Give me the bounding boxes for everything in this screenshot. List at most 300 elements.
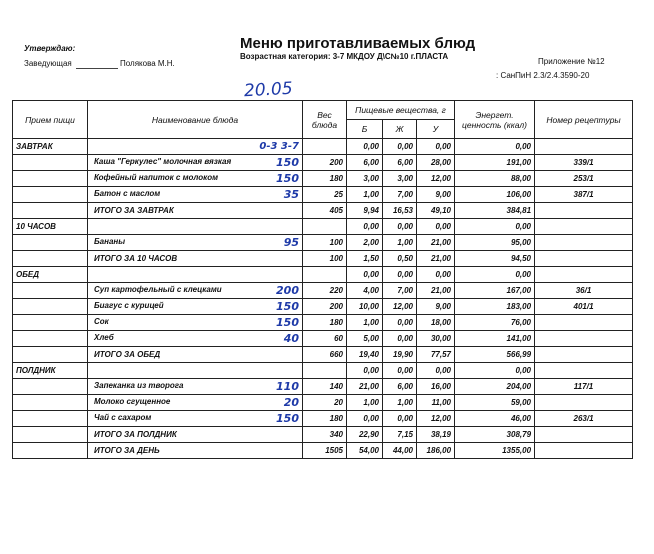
zh-text: 3,00	[397, 174, 413, 183]
cell-energy	[455, 411, 535, 427]
cell-u	[417, 155, 455, 171]
u-text: 0,00	[435, 366, 452, 375]
cell-zh	[383, 427, 417, 443]
energy-text: 106,00	[506, 190, 532, 199]
cell-name	[88, 379, 303, 395]
weight-text: 180	[329, 318, 343, 327]
section-row	[13, 219, 633, 235]
weight-text: 340	[329, 430, 343, 439]
energy-text: 76,00	[510, 318, 532, 327]
b-text: 10,00	[358, 302, 379, 311]
u-text: 21,00	[430, 238, 452, 247]
energy-text: 167,00	[506, 286, 532, 295]
handwritten-portion: 150	[276, 315, 299, 329]
cell-energy	[455, 331, 535, 347]
cell-recipe	[535, 155, 633, 171]
b-text: 1,00	[363, 318, 379, 327]
weight-text: 1505	[325, 446, 343, 455]
energy-text: 1355,00	[502, 446, 532, 455]
cell-energy	[455, 187, 535, 203]
cell-energy	[455, 235, 535, 251]
col-weight: Вес блюда	[303, 101, 347, 139]
cell-weight	[303, 235, 347, 251]
cell-recipe	[535, 203, 633, 219]
u-text: 12,00	[430, 414, 452, 423]
zh-text: 0,00	[397, 334, 413, 343]
cell-b	[347, 395, 383, 411]
cell-u	[417, 299, 455, 315]
cell-u	[417, 347, 455, 363]
cell-recipe	[535, 363, 633, 379]
cell-energy	[455, 219, 535, 235]
u-text: 9,00	[435, 302, 452, 311]
b-text: 3,00	[363, 174, 379, 183]
zh-text: 16,53	[392, 206, 413, 215]
age-category: Возрастная категория: 3-7 МКДОУ Д\С№10 г.ПЛАСТА	[240, 52, 449, 61]
cell-weight	[303, 155, 347, 171]
cell-weight	[303, 251, 347, 267]
cell-name	[88, 187, 303, 203]
zh-text: 1,00	[397, 398, 413, 407]
zh-text: 19,90	[392, 350, 413, 359]
b-text: 0,00	[363, 270, 379, 279]
weight-text: 60	[334, 334, 343, 343]
zh-text: 7,00	[397, 190, 413, 199]
cell-meal	[13, 363, 88, 379]
cell-recipe	[535, 379, 633, 395]
cell-recipe	[535, 139, 633, 155]
energy-text: 384,81	[506, 206, 532, 215]
cell-b	[347, 219, 383, 235]
u-text: 11,00	[431, 398, 452, 407]
weight-text: 180	[329, 174, 343, 183]
cell-name	[88, 299, 303, 315]
cell-energy	[455, 155, 535, 171]
cell-zh	[383, 347, 417, 363]
zh-text: 6,00	[397, 382, 413, 391]
handwritten-date: 20.05	[243, 78, 294, 102]
weight-text: 220	[329, 286, 343, 295]
cell-recipe	[535, 315, 633, 331]
cell-recipe	[535, 283, 633, 299]
col-u: У	[417, 120, 455, 139]
cell-meal	[13, 155, 88, 171]
appendix-label: Приложение №12	[538, 57, 605, 66]
section-row	[13, 139, 633, 155]
cell-energy	[455, 267, 535, 283]
cell-name	[88, 395, 303, 411]
cell-weight	[303, 443, 347, 459]
cell-energy	[455, 379, 535, 395]
b-text: 1,50	[363, 254, 379, 263]
handwritten-portion: 35	[283, 187, 299, 201]
name-text: ИТОГО ЗА ПОЛДНИК	[94, 430, 177, 439]
cell-u	[417, 443, 455, 459]
cell-meal	[13, 187, 88, 203]
cell-weight	[303, 219, 347, 235]
menu-body	[13, 139, 633, 459]
weight-text: 405	[329, 206, 343, 215]
cell-b	[347, 315, 383, 331]
cell-zh	[383, 379, 417, 395]
cell-b	[347, 187, 383, 203]
recipe-text: 117/1	[573, 382, 594, 391]
cell-zh	[383, 219, 417, 235]
dish-row	[13, 411, 633, 427]
dish-row	[13, 299, 633, 315]
dish-row	[13, 155, 633, 171]
cell-energy	[455, 363, 535, 379]
cell-u	[417, 283, 455, 299]
u-text: 0,00	[435, 142, 452, 151]
name-text: ИТОГО ЗА ОБЕД	[94, 350, 161, 359]
cell-energy	[455, 251, 535, 267]
cell-b	[347, 363, 383, 379]
name-text: Батон с маслом	[94, 188, 161, 198]
name-text: Кофейный напиток с молоком	[94, 172, 219, 182]
name-text: ИТОГО ЗА 10 ЧАСОВ	[94, 254, 178, 263]
name-text: Молоко сгущенное	[94, 396, 171, 406]
cell-weight	[303, 187, 347, 203]
cell-u	[417, 139, 455, 155]
dish-row	[13, 395, 633, 411]
cell-meal	[13, 219, 88, 235]
zh-text: 0,00	[397, 270, 413, 279]
cell-energy	[455, 443, 535, 459]
name-text: Чай с сахаром	[94, 412, 152, 422]
cell-energy	[455, 427, 535, 443]
cell-weight	[303, 315, 347, 331]
meal-text: 10 ЧАСОВ	[16, 222, 56, 231]
u-text: 49,10	[430, 206, 452, 215]
weight-text: 100	[329, 238, 343, 247]
total-row	[13, 251, 633, 267]
name-text: Бананы	[94, 236, 126, 246]
head-name: Полякова М.Н.	[120, 59, 175, 68]
signature-line	[76, 68, 118, 69]
handwritten-portion: 110	[276, 379, 299, 393]
zh-text: 6,00	[397, 158, 413, 167]
u-text: 30,00	[430, 334, 452, 343]
energy-text: 191,00	[506, 158, 532, 167]
cell-u	[417, 171, 455, 187]
handwritten-age-note: 0-3 3-7	[259, 140, 299, 152]
cell-energy	[455, 139, 535, 155]
cell-name	[88, 267, 303, 283]
cell-b	[347, 379, 383, 395]
cell-name	[88, 219, 303, 235]
cell-zh	[383, 363, 417, 379]
weight-text: 200	[329, 302, 343, 311]
cell-b	[347, 299, 383, 315]
section-row	[13, 363, 633, 379]
name-text: ИТОГО ЗА ЗАВТРАК	[94, 206, 174, 215]
cell-recipe	[535, 251, 633, 267]
zh-text: 0,00	[397, 142, 413, 151]
head-label: Заведующая	[24, 59, 72, 68]
cell-name	[88, 443, 303, 459]
recipe-text: 401/1	[573, 302, 594, 311]
weight-text: 100	[329, 254, 343, 263]
cell-name	[88, 427, 303, 443]
cell-weight	[303, 203, 347, 219]
recipe-text: 36/1	[575, 286, 592, 295]
name-text: Сок	[94, 316, 109, 326]
cell-b	[347, 171, 383, 187]
energy-text: 0,00	[515, 270, 532, 279]
handwritten-portion: 40	[283, 331, 299, 345]
total-row	[13, 427, 633, 443]
sanpin-label: : СанПиН 2.3/2.4.3590-20	[496, 71, 590, 80]
cell-u	[417, 315, 455, 331]
name-text: Запеканка из творога	[94, 380, 184, 390]
energy-text: 46,00	[510, 414, 532, 423]
cell-b	[347, 411, 383, 427]
cell-b	[347, 251, 383, 267]
b-text: 0,00	[363, 142, 379, 151]
cell-meal	[13, 171, 88, 187]
recipe-text: 253/1	[573, 174, 594, 183]
cell-weight	[303, 347, 347, 363]
cell-meal	[13, 411, 88, 427]
cell-meal	[13, 315, 88, 331]
zh-text: 7,15	[397, 430, 413, 439]
handwritten-portion: 200	[276, 283, 299, 297]
energy-text: 0,00	[515, 366, 532, 375]
cell-meal	[13, 379, 88, 395]
zh-text: 0,00	[397, 366, 413, 375]
weight-text: 180	[329, 414, 343, 423]
zh-text: 7,00	[397, 286, 413, 295]
energy-text: 95,00	[510, 238, 532, 247]
cell-u	[417, 251, 455, 267]
cell-recipe	[535, 235, 633, 251]
dish-row	[13, 331, 633, 347]
b-text: 0,00	[363, 414, 379, 423]
cell-name	[88, 315, 303, 331]
cell-meal	[13, 283, 88, 299]
cell-recipe	[535, 331, 633, 347]
dish-row	[13, 187, 633, 203]
handwritten-portion: 150	[276, 299, 299, 313]
approve-label: Утверждаю:	[24, 44, 76, 53]
cell-weight	[303, 171, 347, 187]
u-text: 21,00	[430, 254, 452, 263]
cell-meal	[13, 395, 88, 411]
weight-text: 140	[329, 382, 343, 391]
cell-weight	[303, 139, 347, 155]
cell-energy	[455, 347, 535, 363]
u-text: 12,00	[430, 174, 452, 183]
col-dish: Наименование блюда	[88, 101, 303, 139]
col-energy: Энергет. ценность (ккал)	[455, 101, 535, 139]
cell-energy	[455, 315, 535, 331]
zh-text: 12,00	[392, 302, 413, 311]
weight-text: 200	[329, 158, 343, 167]
cell-recipe	[535, 347, 633, 363]
zh-text: 44,00	[392, 446, 413, 455]
cell-weight	[303, 331, 347, 347]
cell-weight	[303, 395, 347, 411]
b-text: 54,00	[358, 446, 379, 455]
cell-recipe	[535, 171, 633, 187]
cell-name	[88, 283, 303, 299]
cell-recipe	[535, 427, 633, 443]
b-text: 9,94	[363, 206, 379, 215]
zh-text: 0,00	[397, 318, 413, 327]
energy-text: 141,00	[506, 334, 532, 343]
name-text: Хлеб	[94, 332, 114, 342]
dish-row	[13, 235, 633, 251]
cell-b	[347, 203, 383, 219]
cell-energy	[455, 395, 535, 411]
cell-energy	[455, 283, 535, 299]
handwritten-portion: 95	[283, 235, 299, 249]
cell-u	[417, 235, 455, 251]
cell-b	[347, 139, 383, 155]
b-text: 1,00	[363, 398, 379, 407]
cell-name	[88, 235, 303, 251]
table-header-row	[13, 101, 633, 120]
dish-row	[13, 171, 633, 187]
cell-b	[347, 331, 383, 347]
cell-zh	[383, 299, 417, 315]
cell-weight	[303, 283, 347, 299]
meal-text: ПОЛДНИК	[16, 366, 56, 375]
cell-zh	[383, 187, 417, 203]
cell-u	[417, 219, 455, 235]
zh-text: 1,00	[397, 238, 413, 247]
dish-row	[13, 315, 633, 331]
energy-text: 308,79	[506, 430, 532, 439]
cell-u	[417, 187, 455, 203]
energy-text: 0,00	[515, 222, 532, 231]
cell-meal	[13, 347, 88, 363]
section-row	[13, 267, 633, 283]
u-text: 21,00	[430, 286, 452, 295]
energy-text: 59,00	[510, 398, 532, 407]
zh-text: 0,00	[397, 414, 413, 423]
cell-meal	[13, 299, 88, 315]
energy-text: 566,99	[506, 350, 532, 359]
menu-table	[12, 100, 633, 459]
col-zh: Ж	[383, 120, 417, 139]
cell-name	[88, 155, 303, 171]
cell-energy	[455, 171, 535, 187]
cell-name	[88, 203, 303, 219]
cell-u	[417, 203, 455, 219]
col-recipe: Номер рецептуры	[535, 101, 633, 139]
b-text: 22,90	[358, 430, 379, 439]
u-text: 9,00	[435, 190, 452, 199]
cell-name	[88, 171, 303, 187]
b-text: 4,00	[363, 286, 379, 295]
col-nutrients: Пищевые вещества, г	[347, 101, 455, 120]
b-text: 0,00	[363, 366, 379, 375]
meal-text: ЗАВТРАК	[16, 142, 53, 151]
cell-meal	[13, 267, 88, 283]
cell-energy	[455, 203, 535, 219]
name-text: Суп картофельный с клецками	[94, 284, 222, 294]
cell-energy	[455, 299, 535, 315]
recipe-text: 387/1	[573, 190, 594, 199]
dish-row	[13, 379, 633, 395]
name-text: Биагус с курицей	[94, 300, 164, 310]
u-text: 0,00	[435, 270, 452, 279]
cell-meal	[13, 443, 88, 459]
b-text: 5,00	[363, 334, 379, 343]
cell-zh	[383, 331, 417, 347]
cell-zh	[383, 411, 417, 427]
u-text: 77,57	[430, 350, 452, 359]
weight-text: 25	[334, 190, 343, 199]
energy-text: 94,50	[510, 254, 532, 263]
cell-b	[347, 443, 383, 459]
cell-recipe	[535, 299, 633, 315]
page-title: Меню приготавливаемых блюд	[240, 35, 476, 52]
handwritten-portion: 150	[276, 171, 299, 185]
col-b: Б	[347, 120, 383, 139]
cell-u	[417, 267, 455, 283]
cell-weight	[303, 411, 347, 427]
cell-meal	[13, 251, 88, 267]
b-text: 0,00	[363, 222, 379, 231]
cell-zh	[383, 203, 417, 219]
dish-row	[13, 283, 633, 299]
cell-b	[347, 155, 383, 171]
b-text: 19,40	[358, 350, 379, 359]
cell-recipe	[535, 267, 633, 283]
cell-name	[88, 331, 303, 347]
cell-zh	[383, 443, 417, 459]
total-row	[13, 347, 633, 363]
recipe-text: 263/1	[573, 414, 594, 423]
cell-meal	[13, 235, 88, 251]
cell-recipe	[535, 187, 633, 203]
cell-zh	[383, 155, 417, 171]
cell-weight	[303, 267, 347, 283]
b-text: 21,00	[358, 382, 379, 391]
total-row	[13, 203, 633, 219]
cell-b	[347, 427, 383, 443]
cell-zh	[383, 235, 417, 251]
u-text: 16,00	[430, 382, 452, 391]
meal-text: ОБЕД	[16, 270, 39, 279]
cell-recipe	[535, 395, 633, 411]
cell-b	[347, 347, 383, 363]
cell-name	[88, 139, 303, 155]
cell-u	[417, 411, 455, 427]
zh-text: 0,00	[397, 222, 413, 231]
cell-meal	[13, 331, 88, 347]
energy-text: 204,00	[506, 382, 532, 391]
cell-b	[347, 283, 383, 299]
u-text: 186,00	[426, 446, 452, 455]
recipe-text: 339/1	[573, 158, 594, 167]
b-text: 2,00	[363, 238, 379, 247]
cell-meal	[13, 203, 88, 219]
cell-recipe	[535, 411, 633, 427]
u-text: 28,00	[430, 158, 452, 167]
u-text: 0,00	[435, 222, 452, 231]
weight-text: 20	[334, 398, 343, 407]
energy-text: 183,00	[506, 302, 532, 311]
weight-text: 660	[329, 350, 343, 359]
cell-recipe	[535, 219, 633, 235]
cell-recipe	[535, 443, 633, 459]
cell-name	[88, 251, 303, 267]
col-meal: Прием пищи	[13, 101, 88, 139]
